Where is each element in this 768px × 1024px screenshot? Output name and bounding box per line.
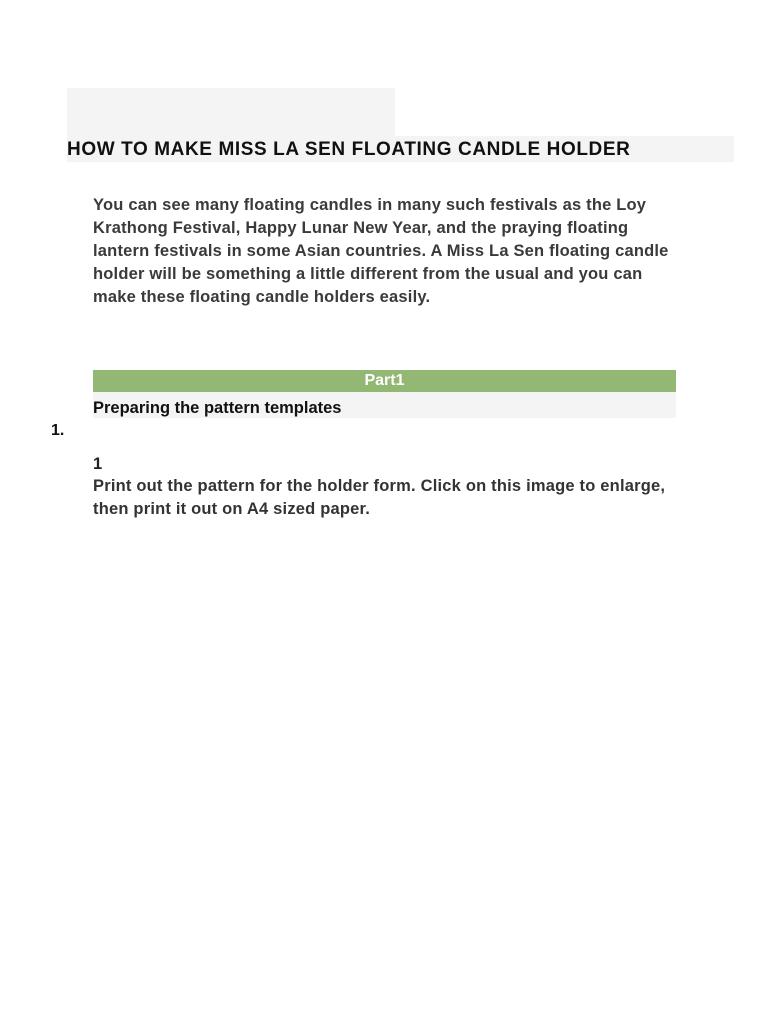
header-background-block <box>67 88 395 136</box>
part-header: Part1 <box>93 370 676 392</box>
step-number: 1 <box>93 455 103 473</box>
page-title: HOW TO MAKE MISS LA SEN FLOATING CANDLE HOLDER <box>67 139 631 160</box>
intro-paragraph: You can see many floating candles in many such festivals as the Loy Krathong Festival, Happy Lunar New Year, and the praying floating lantern festivals in some Asian countries. A Miss La Sen floating candle holder will be something a little different from the usual and you can make these floating candle holders easily. <box>93 196 669 306</box>
part-subtitle: Preparing the pattern templates <box>93 392 676 418</box>
step-text: Print out the pattern for the holder form. Click on this image to enlarge, then print it out on A4 sized paper. <box>93 477 666 518</box>
list-marker: 1. <box>51 422 65 439</box>
